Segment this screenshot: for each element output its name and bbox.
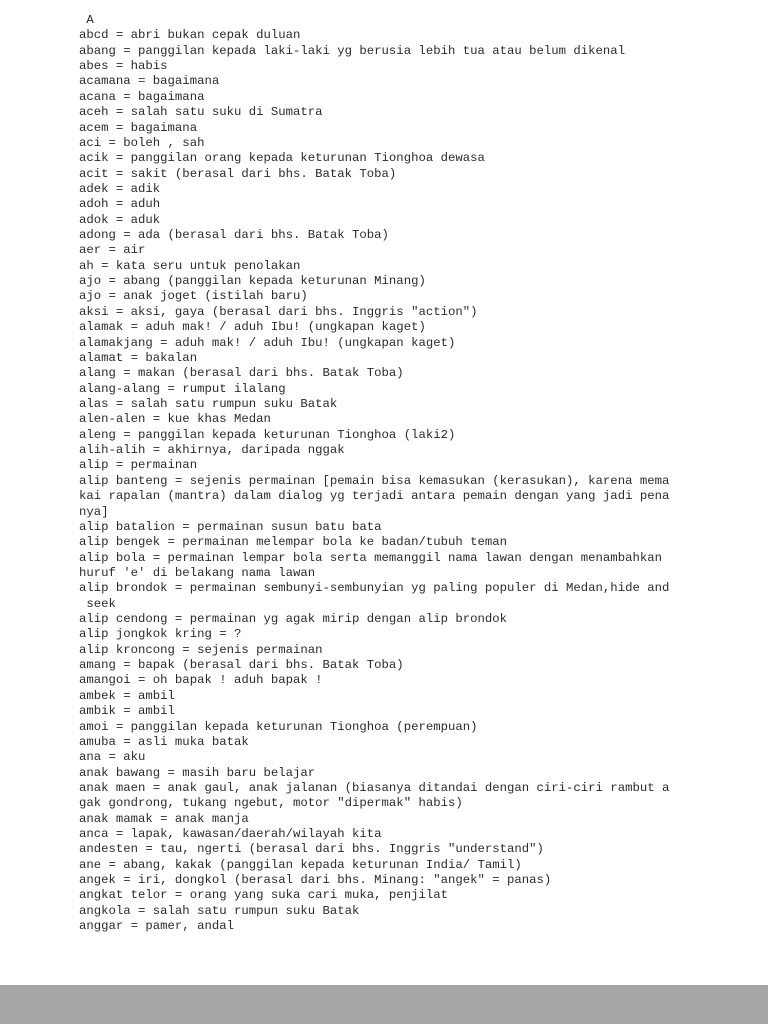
text-line: gak gondrong, tukang ngebut, motor "dipermak" habis) [79, 796, 463, 811]
text-line: alip bengek = permainan melempar bola ke badan/tubuh teman [79, 535, 508, 550]
text-line: alas = salah satu rumpun suku Batak [79, 396, 338, 411]
text-line: acem = bagaimana [79, 120, 198, 135]
text-line: ajo = anak joget (istilah baru) [79, 289, 308, 304]
text-line: aer = air [79, 243, 146, 258]
text-line: ajo = abang (panggilan kepada keturunan Minang) [79, 274, 426, 289]
text-line: abang = panggilan kepada laki-laki yg berusia lebih tua atau belum dikenal [79, 43, 626, 58]
text-line: alip brondok = permainan sembunyi-sembunyian yg paling populer di Medan,hide and [79, 581, 670, 596]
text-line: aleng = panggilan kepada keturunan Tionghoa (laki2) [79, 427, 456, 442]
text-line: A [79, 13, 94, 27]
text-line: alamakjang = aduh mak! / aduh Ibu! (ungkapan kaget) [79, 335, 456, 350]
text-line: alip kroncong = sejenis permainan [79, 642, 323, 657]
text-line: alip bola = permainan lempar bola serta memanggil nama lawan dengan menambahkan [79, 550, 662, 565]
text-line: anak mamak = anak manja [79, 811, 249, 826]
text-line: andesten = tau, ngerti (berasal dari bhs. Inggris "understand") [79, 842, 544, 857]
text-line: acana = bagaimana [79, 89, 205, 104]
text-line: alamat = bakalan [79, 350, 198, 365]
text-line: aceh = salah satu suku di Sumatra [79, 105, 323, 120]
text-line: alip banteng = sejenis permainan [pemain bisa kemasukan (kerasukan), karena mema [79, 473, 670, 488]
text-line: ana = aku [79, 750, 146, 765]
text-line: anak bawang = masih baru belajar [79, 765, 316, 780]
text-line: alip = permainan [79, 458, 198, 473]
text-line: alamak = aduh mak! / aduh Ibu! (ungkapan kaget) [79, 320, 426, 335]
text-line: amuba = asli muka batak [79, 734, 249, 749]
text-line: nya] [79, 504, 109, 519]
text-line: amang = bapak (berasal dari bhs. Batak Toba) [79, 658, 404, 673]
text-line: alen-alen = kue khas Medan [79, 412, 271, 427]
text-line: anca = lapak, kawasan/daerah/wilayah kita [79, 827, 382, 842]
text-line: amangoi = oh bapak ! aduh bapak ! [79, 673, 323, 688]
text-line: alip jongkok kring = ? [79, 627, 242, 642]
text-line: aci = boleh , sah [79, 135, 205, 150]
text-line: adek = adik [79, 181, 161, 196]
glossary-text [79, 13, 768, 935]
text-line: seek [79, 596, 116, 611]
text-line: adoh = aduh [79, 197, 161, 212]
text-line: kai rapalan (mantra) dalam dialog yg terjadi antara pemain dengan yang jadi pena [79, 489, 670, 504]
text-line: abcd = abri bukan cepak duluan [79, 28, 301, 43]
text-line: acik = panggilan orang kepada keturunan Tionghoa dewasa [79, 151, 485, 166]
text-line: adong = ada (berasal dari bhs. Batak Toba) [79, 228, 389, 243]
text-line: ah = kata seru untuk penolakan [79, 258, 301, 273]
text-line: angek = iri, dongkol (berasal dari bhs. Minang: "angek" = panas) [79, 873, 552, 888]
text-line: adok = aduk [79, 212, 161, 227]
text-line: alang-alang = rumput ilalang [79, 381, 286, 396]
text-line: acamana = bagaimana [79, 74, 220, 89]
text-line: aksi = aksi, gaya (berasal dari bhs. Inggris "action") [79, 304, 478, 319]
text-line: huruf 'e' di belakang nama lawan [79, 565, 316, 580]
text-line: ambek = ambil [79, 688, 175, 703]
text-line: abes = habis [79, 59, 168, 74]
text-line: alang = makan (berasal dari bhs. Batak Toba) [79, 366, 404, 381]
text-line: angkola = salah satu rumpun suku Batak [79, 903, 360, 918]
text-line: ane = abang, kakak (panggilan kepada keturunan India/ Tamil) [79, 857, 522, 872]
text-line: anggar = pamer, andal [79, 919, 234, 934]
text-line: alih-alih = akhirnya, daripada nggak [79, 443, 345, 458]
page-background [0, 985, 768, 1024]
text-line: acit = sakit (berasal dari bhs. Batak Toba) [79, 166, 397, 181]
text-line: alip batalion = permainan susun batu bata [79, 519, 382, 534]
text-line: amoi = panggilan kepada keturunan Tionghoa (perempuan) [79, 719, 478, 734]
text-line: anak maen = anak gaul, anak jalanan (biasanya ditandai dengan ciri-ciri rambut a [79, 780, 670, 795]
text-line: ambik = ambil [79, 704, 175, 719]
text-line: alip cendong = permainan yg agak mirip dengan alip brondok [79, 612, 508, 627]
text-line: angkat telor = orang yang suka cari muka, penjilat [79, 888, 448, 903]
